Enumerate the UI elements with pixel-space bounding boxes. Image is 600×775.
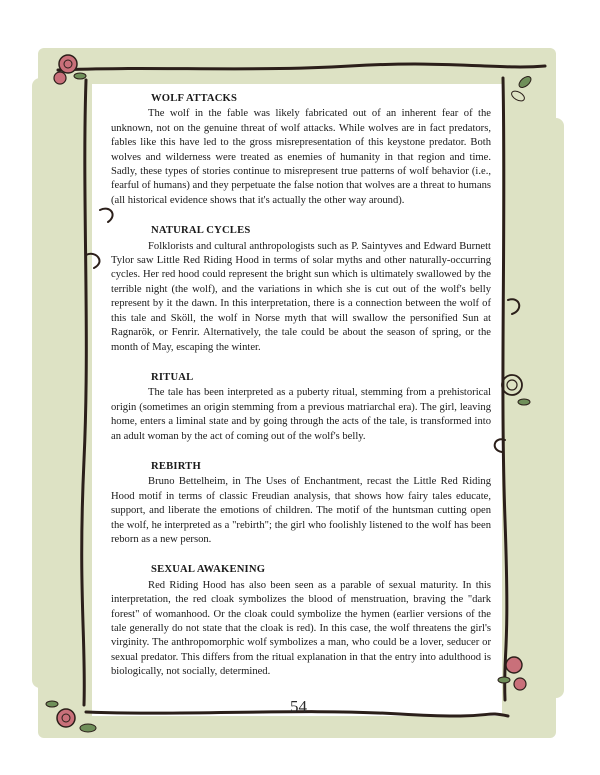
section-heading: REBIRTH (151, 460, 201, 472)
section-rebirth (111, 460, 491, 547)
section-paragraph: Red Riding Hood has also been seen as a parable of sexual maturity. In this interpretation, the red cloak symbolizes the blood of menstruation, braving the "dark forest" of womanhood. Or the cloak could symbolize the hymen (earlier versions of the tale generally do not state that the cloak is red). In this case, the wolf threatens the girl's virginity. The anthropomorphic wolf symbolizes a man, who could be a lover, seducer or sexual predator. This differs from the ritual explanation in that the entry into adulthood is biologically, not socially, determined. (111, 579, 491, 678)
section-paragraph: Bruno Bettelheim, in The Uses of Enchantment, recast the Little Red Riding Hood motif in terms of classic Freudian analysis, that shows how fairy tales educate, support, and liberate the emotions of children. The motif of the huntsman cutting open the wolf, he interpreted as a "rebirth"; the girl who foolishly listened to the wolf has been reborn as a new person. (111, 476, 491, 545)
section-heading: RITUAL (151, 371, 194, 383)
article-body (111, 92, 491, 696)
section-wolf-attacks (111, 92, 491, 208)
section-paragraph: The tale has been interpreted as a puberty ritual, stemming from a prehistorical origin (sometimes an origin stemming from a previous matriarchal era). The girl, leaving home, enters a liminal state and by going through the acts of the tale, is transformed into an adult woman by the act of coming out of the wolf's belly. (111, 387, 491, 442)
section-heading: NATURAL CYCLES (151, 225, 251, 237)
section-sexual-awakening (111, 563, 491, 679)
section-heading: SEXUAL AWAKENING (151, 564, 266, 576)
section-heading: WOLF ATTACKS (151, 93, 238, 104)
section-ritual (111, 371, 491, 444)
page-number: 54 (290, 697, 307, 716)
section-paragraph: The wolf in the fable was likely fabricated out of an inherent fear of the unknown, not on the genuine threat of wolf attacks. While wolves are in fact predators, fables like this have led to the gross misrepresentation of this keystone predator. Both wolves and wilderness were treated as enemies of humanity in that region and time. Sadly, these types of stories continue to misrepresent true patterns of wolf behavior (i.e., fearful of humans) and they perpetuate the false notion that wolves are a threat to humans (all historical evidence shows that it's actually the other way around). (111, 108, 491, 206)
section-natural-cycles (111, 224, 491, 355)
section-paragraph: Folklorists and cultural anthropologists such as P. Saintyves and Edward Burnett Tylor saw Little Red Riding Hood in terms of solar myths and other naturally-occurring cycles. Her red hood could represent the bright sun which is ultimately swallowed by the terrible night (the wolf), and the variations in which she is cut out of the wolf's belly represent by it the dawn. In this interpretation, there is a connection between the wolf of this tale and Sköll, the wolf in Norse myth that will swallow the personified Sun at Ragnarök, or Fenrir. Alternatively, the tale could be about the season of spring, or the month of May, escaping the winter. (111, 240, 491, 353)
